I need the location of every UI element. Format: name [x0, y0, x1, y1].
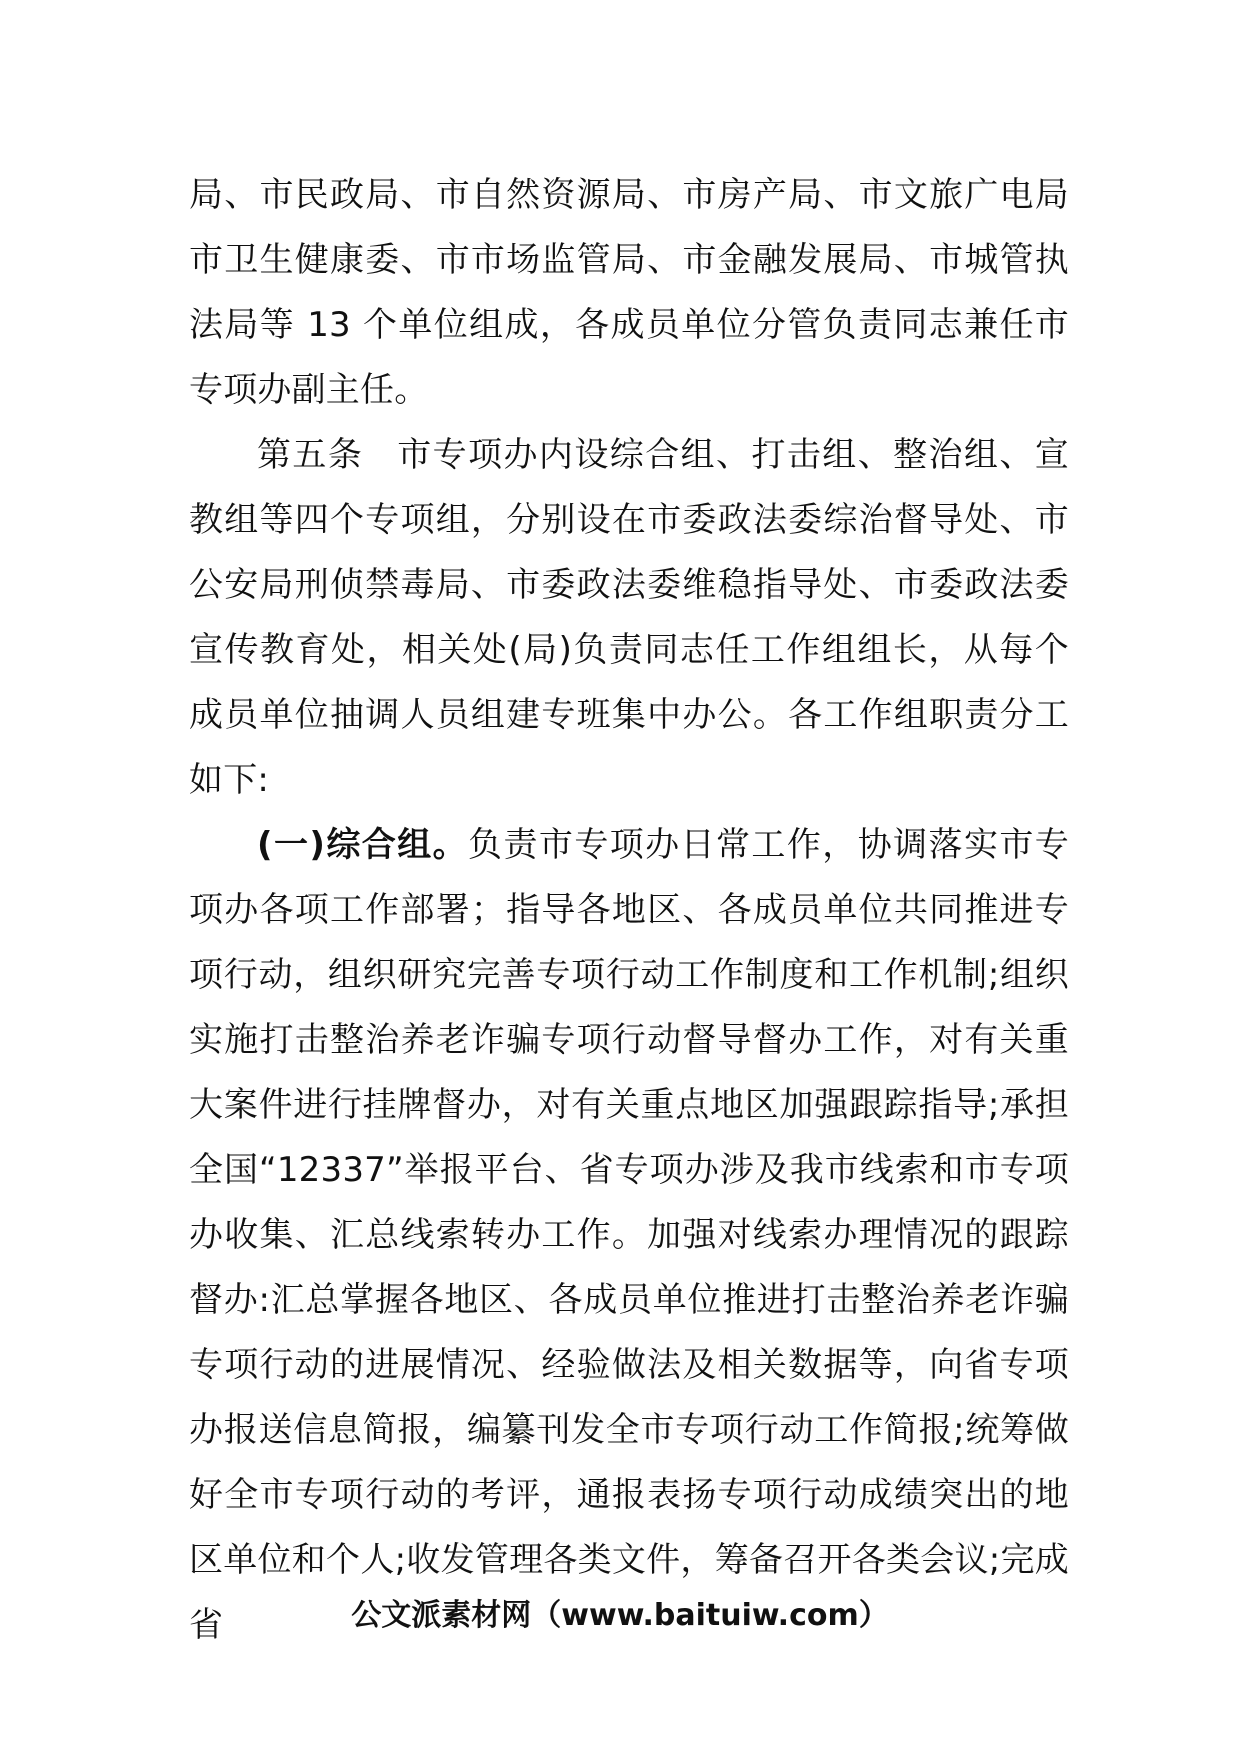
- paragraph-text: 负责市专项办日常工作，协调落实市专项办各项工作部署；指导各地区、各成员单位共同推进专项行动，组织研究完善专项行动工作制度和工作机制;组织实施打击整治养老诈骗专项行动督导督办工作，对有关重大案件进行挂牌督办，对有关重点地区加强跟踪指导;承担全国“12337”举报平台、省专项办涉及我市线索和市专项办收集、汇总线索转办工作。加强对线索办理情况的跟踪督办:汇总掌握各地区、各成员单位推进打击整治养老诈骗专项行动的进展情况、经验做法及相关数据等，向省专项办报送信息简报，编纂刊发全市专项行动工作简报;统筹做好全市专项行动的考评，通报表扬专项行动成绩突出的地区单位和个人;收发管理各类文件，筹备召开各类会议;完成省: [189, 825, 1069, 1645]
- paragraph-text: 市专项办内设综合组、打击组、整治组、宣教组等四个专项组，分别设在市委政法委综治督导处、市公安局刑侦禁毒局、市委政法委维稳指导处、市委政法委宣传教育处，相关处(局)负责同志任工作组组长，从每个成员单位抽调人员组建专班集中办公。各工作组职责分工如下:: [189, 435, 1069, 800]
- document-body: [189, 163, 1069, 1658]
- paragraph-general-group: [189, 813, 1069, 1658]
- paragraph-article-five: [189, 423, 1069, 813]
- article-label: 第五条: [257, 435, 364, 475]
- paragraph-text: 局、市民政局、市自然资源局、市房产局、市文旅广电局市卫生健康委、市市场监管局、市金融发展局、市城管执法局等 13 个单位组成，各成员单位分管负责同志兼任市专项办副主任。: [189, 175, 1069, 410]
- section-heading: (一)综合组。: [257, 825, 469, 865]
- paragraph-member-units: [189, 163, 1069, 423]
- footer-watermark: 公文派素材网（www.baituiw.com）: [351, 1598, 889, 1633]
